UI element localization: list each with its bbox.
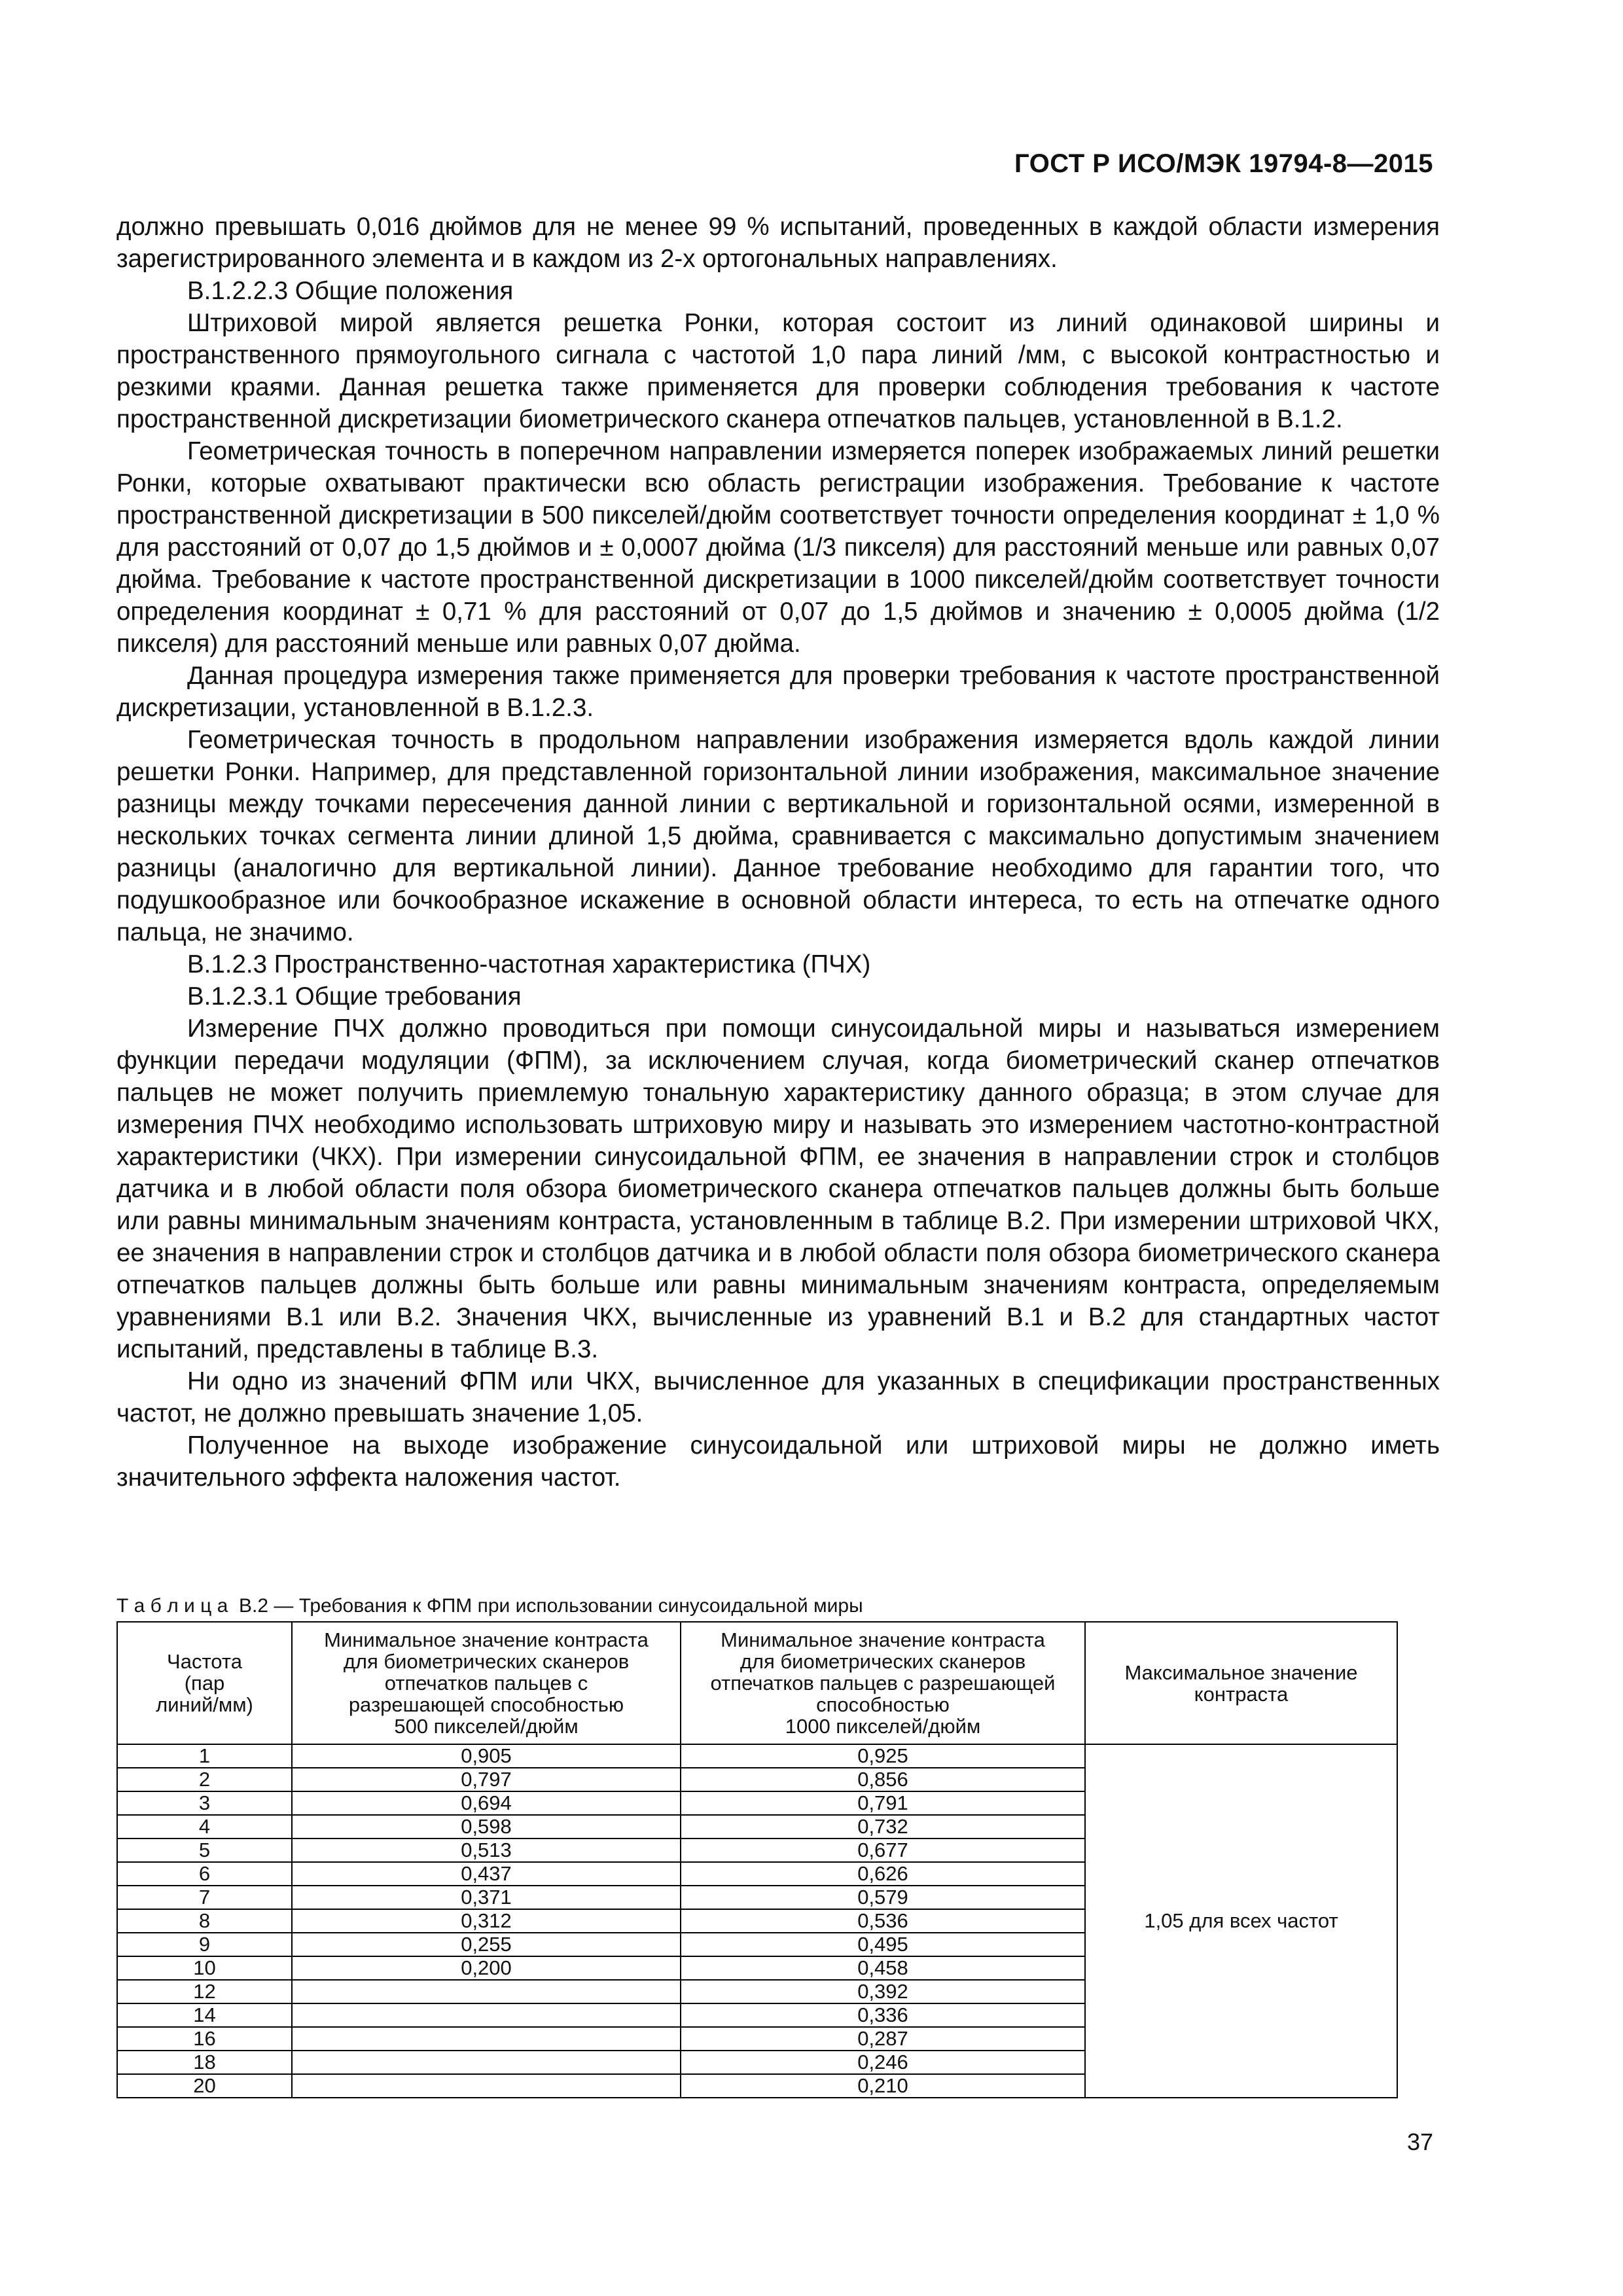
min-1000-cell: 0,626 <box>681 1862 1085 1886</box>
min-1000-cell: 0,392 <box>681 1980 1085 2003</box>
document-header: ГОСТ Р ИСО/МЭК 19794-8—2015 <box>1014 149 1433 178</box>
min-1000-cell: 0,458 <box>681 1956 1085 1980</box>
requirements-table <box>116 1621 1398 2098</box>
table-caption-prefix: Т а б л и ц а В.2 <box>116 1595 269 1617</box>
page-number: 37 <box>1406 2128 1433 2155</box>
frequency-cell: 1 <box>117 1744 292 1768</box>
header-max <box>1085 1622 1397 1744</box>
min-1000-cell: 0,856 <box>681 1768 1085 1791</box>
table-body <box>117 1744 1397 2098</box>
header-min-1000 <box>681 1622 1085 1744</box>
table-header-row <box>117 1622 1397 1744</box>
header-frequency <box>117 1622 292 1744</box>
min-1000-cell: 0,925 <box>681 1744 1085 1768</box>
paragraph: Ни одно из значений ФПМ или ЧКХ, вычисленное для указанных в спецификации пространственных частот, не должно превышать значение 1,05. <box>116 1367 1440 1427</box>
min-500-cell: 0,200 <box>292 1956 681 1980</box>
min-500-cell: 0,437 <box>292 1862 681 1886</box>
min-500-cell <box>292 2051 681 2074</box>
min-1000-cell: 0,536 <box>681 1909 1085 1933</box>
frequency-cell: 16 <box>117 2027 292 2051</box>
frequency-cell: 8 <box>117 1909 292 1933</box>
frequency-cell: 5 <box>117 1839 292 1862</box>
min-500-cell <box>292 2003 681 2027</box>
frequency-cell: 12 <box>117 1980 292 2003</box>
min-500-cell <box>292 2074 681 2098</box>
min-1000-cell: 0,732 <box>681 1815 1085 1839</box>
min-500-cell: 0,694 <box>292 1791 681 1815</box>
paragraph: должно превышать 0,016 дюймов для не менее 99 % испытаний, проведенных в каждой области измерения зарегистрированного элемента и в каждом из 2-х ортогональных направлениях. <box>116 213 1440 273</box>
frequency-cell: 3 <box>117 1791 292 1815</box>
max-contrast-cell: 1,05 для всех частот <box>1085 1744 1397 2098</box>
min-500-cell: 0,797 <box>292 1768 681 1791</box>
min-1000-cell: 0,677 <box>681 1839 1085 1862</box>
frequency-cell: 9 <box>117 1933 292 1956</box>
body-text <box>116 211 1440 1494</box>
header-min-1000-text: Минимальное значение контраста для биометрических сканеров отпечатков пальцев с разрешающей способностью 1000 пикселей/дюйм <box>710 1628 1056 1738</box>
min-500-cell <box>292 2027 681 2051</box>
frequency-cell: 2 <box>117 1768 292 1791</box>
frequency-cell: 18 <box>117 2051 292 2074</box>
min-1000-cell: 0,495 <box>681 1933 1085 1956</box>
frequency-cell: 14 <box>117 2003 292 2027</box>
min-1000-cell: 0,210 <box>681 2074 1085 2098</box>
frequency-cell: 6 <box>117 1862 292 1886</box>
min-500-cell: 0,312 <box>292 1909 681 1933</box>
min-500-cell: 0,371 <box>292 1886 681 1909</box>
frequency-cell: 4 <box>117 1815 292 1839</box>
paragraph: Геометрическая точность в поперечном направлении измеряется поперек изображаемых линий решетки Ронки, которые охватывают практически всю область регистрации изображения. Требование к частоте пространственной дискретизации в 500 пикселей/дюйм соответствует точности определения координат ± 1,0 % для расстояний от 0,07 до 1,5 дюймов и ± 0,0007 дюйма (1/3 пикселя) для расстояний меньше или равных 0,07 дюйма. Требование к частоте пространственной дискретизации в 1000 пикселей/дюйм соответствует точности определения координат ± 0,71 % для расстояний от 0,07 до 1,5 дюймов и значению ± 0,0005 дюйма (1/2 пикселя) для расстояний меньше или равных 0,07 дюйма. <box>116 437 1440 658</box>
header-frequency-text: Частота (пар линий/мм) <box>156 1650 253 1716</box>
paragraph: В.1.2.3 Пространственно-частотная характеристика (ПЧХ) <box>187 950 871 978</box>
frequency-cell: 10 <box>117 1956 292 1980</box>
min-1000-cell: 0,579 <box>681 1886 1085 1909</box>
paragraph: Геометрическая точность в продольном направлении изображения измеряется вдоль каждой линии решетки Ронки. Например, для представленной горизонтальной линии изображения, максимальное значение разницы между точками пересечения данной линии с вертикальной и горизонтальной осями, измеренной в нескольких точках сегмента линии длиной 1,5 дюйма, сравнивается с максимально допустимым значением разницы (аналогично для вертикальной линии). Данное требование необходимо для гарантии того, что подушкообразное или бочкообразное искажение в основной области интереса, то есть на отпечатке одного пальца, не значимо. <box>116 726 1440 946</box>
min-500-cell: 0,255 <box>292 1933 681 1956</box>
paragraph: Штриховой мирой является решетка Ронки, которая состоит из линий одинаковой ширины и пространственного прямоугольного сигнала с частотой 1,0 пара линий /мм, с высокой контрастностью и резкими краями. Данная решетка также применяется для проверки соблюдения требования к частоте пространственной дискретизации биометрического сканера отпечатков пальцев, установленной в В.1.2. <box>116 309 1440 433</box>
table-caption <box>116 1594 863 1618</box>
min-1000-cell: 0,791 <box>681 1791 1085 1815</box>
min-500-cell: 0,598 <box>292 1815 681 1839</box>
min-1000-cell: 0,287 <box>681 2027 1085 2051</box>
min-500-cell <box>292 1980 681 2003</box>
header-max-text: Максимальное значение контраста <box>1124 1660 1358 1706</box>
min-500-cell: 0,905 <box>292 1744 681 1768</box>
min-1000-cell: 0,246 <box>681 2051 1085 2074</box>
table-row <box>117 1744 1397 1768</box>
header-min-500 <box>292 1622 681 1744</box>
paragraph: В.1.2.2.3 Общие положения <box>187 277 514 305</box>
paragraph: Измерение ПЧХ должно проводиться при помощи синусоидальной миры и называться измерением функции передачи модуляции (ФПМ), за исключением случая, когда биометрический сканер отпечатков пальцев не может получить приемлемую тональную характеристику данного образца; в этом случае для измерения ПЧХ необходимо использовать штриховую миру и называть это измерением частотно-контрастной характеристики (ЧКХ). При измерении синусоидальной ФПМ, ее значения в направлении строк и столбцов датчика и в любой области поля обзора биометрического сканера отпечатков пальцев должны быть больше или равны минимальным значениям контраста, установленным в таблице В.2. При измерении штриховой ЧКХ, ее значения в направлении строк и столбцов датчика и в любой области поля обзора биометрического сканера отпечатков пальцев должны быть больше или равны минимальным значениям контраста, определяемым уравнениями В.1 или В.2. Значения ЧКХ, вычисленные из уравнений В.1 и В.2 для стандартных частот испытаний, представлены в таблице В.3. <box>116 1014 1440 1363</box>
frequency-cell: 7 <box>117 1886 292 1909</box>
table-caption-title: — Требования к ФПМ при использовании синусоидальной миры <box>268 1595 863 1617</box>
frequency-cell: 20 <box>117 2074 292 2098</box>
paragraph: Полученное на выходе изображение синусоидальной или штриховой миры не должно иметь значительного эффекта наложения частот. <box>116 1431 1440 1492</box>
min-500-cell: 0,513 <box>292 1839 681 1862</box>
paragraph: В.1.2.3.1 Общие требования <box>187 982 522 1011</box>
min-1000-cell: 0,336 <box>681 2003 1085 2027</box>
header-min-500-text: Минимальное значение контраста для биометрических сканеров отпечатков пальцев с разрешающей способностью 500 пикселей/дюйм <box>324 1628 649 1738</box>
paragraph: Данная процедура измерения также применяется для проверки требования к частоте пространственной дискретизации, установленной в В.1.2.3. <box>116 662 1440 722</box>
